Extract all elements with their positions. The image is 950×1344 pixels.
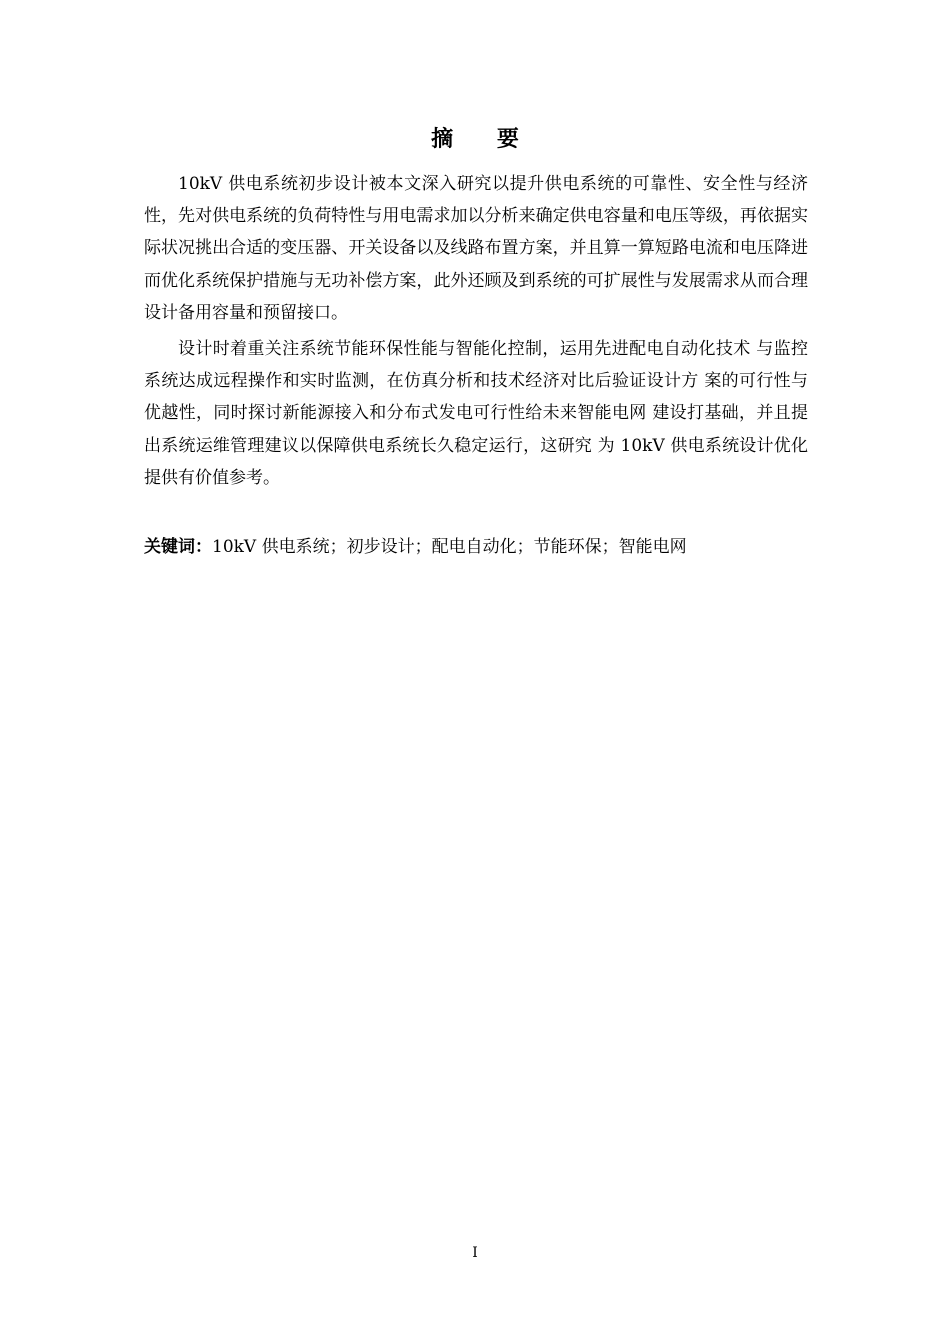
keywords-line [144, 531, 808, 563]
abstract-paragraph: 设计时着重关注系统节能环保性能与智能化控制，运用先进配电自动化技术 与监控系统达成远程操作和实时监测，在仿真分析和技术经济对比后验证设计方 案的可行性与优越性，同时探讨新能源接入和分布式发电可行性给未来智能电网 建设打基础，并且提出系统运维管理建议以保障供电系统长久稳定运行，这研究 为 10kV 供电系统设计优化提供有价值参考。 [144, 339, 808, 488]
abstract-paragraph: 10kV 供电系统初步设计被本文深入研究以提升供电系统的可靠性、安全性与经济性，先对供电系统的负荷特性与用电需求加以分析来确定供电容量和电压等级，再依据实际状况挑出合适的变压器、开关设备以及线路布置方案，并且算一算短路电流和电压降进而优化系统保护措施与无功补偿方案，此外还顾及到系统的可扩展性与发展需求从而合理设计备用容量和预留接口。 [144, 174, 808, 323]
keywords-label: 关键词： [144, 537, 212, 557]
abstract-paragraph-2-block [144, 333, 808, 494]
abstract-paragraph-1-block [144, 168, 808, 329]
page-number: I [472, 1245, 478, 1261]
keywords-text: 10kV 供电系统；初步设计；配电自动化；节能环保；智能电网 [212, 537, 687, 557]
abstract-title: 摘 要 [431, 127, 537, 152]
